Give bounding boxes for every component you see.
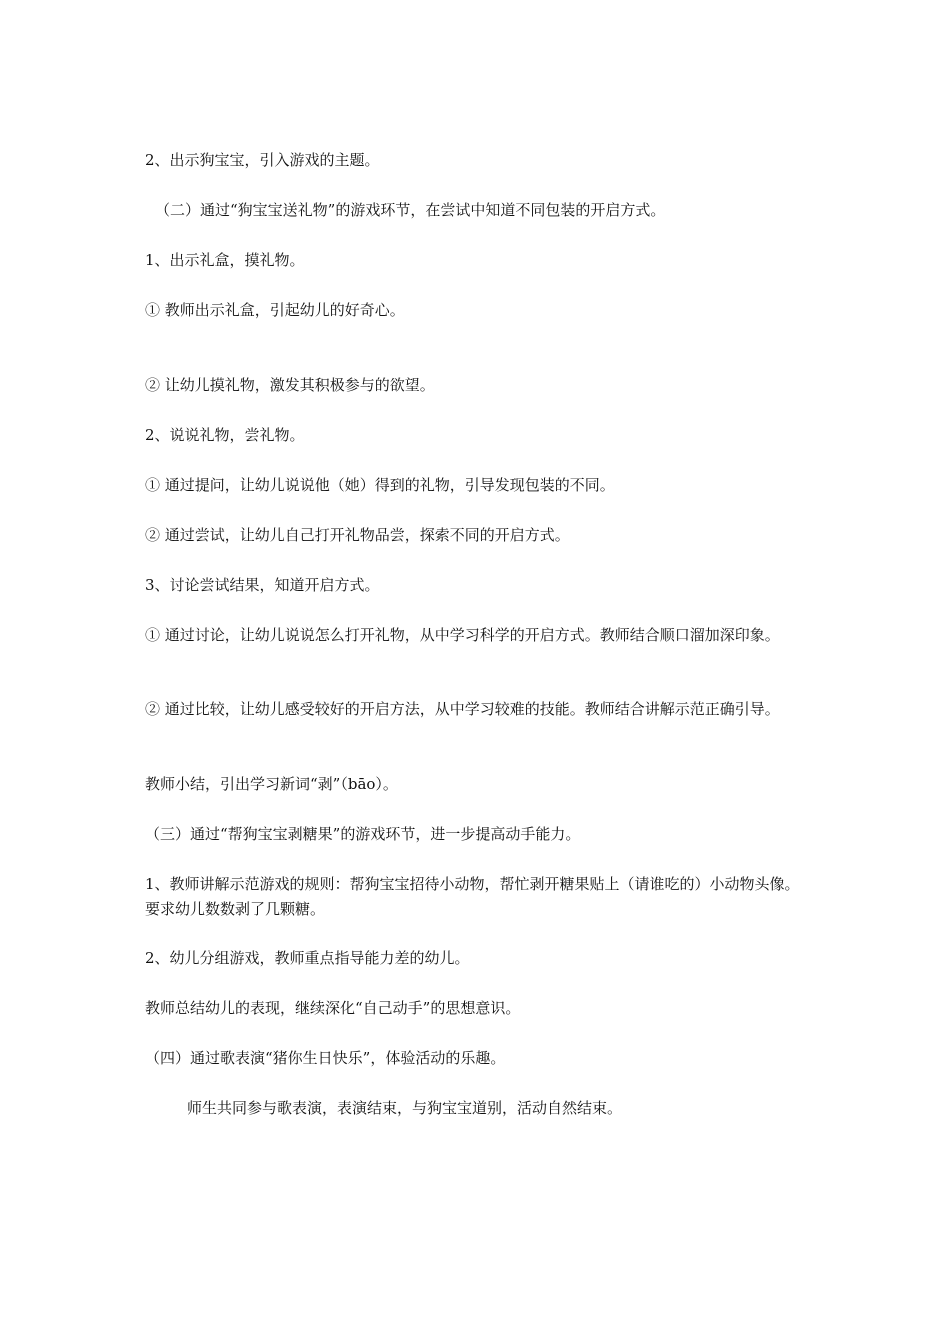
paragraph-item-2: ② 让幼儿摸礼物，激发其积极参与的欲望。	[145, 376, 435, 394]
paragraph-item-4: ② 通过尝试，让幼儿自己打开礼物品尝，探索不同的开启方式。	[145, 526, 570, 544]
paragraph-item-3: ① 通过提问，让幼儿说说他（她）得到的礼物，引导发现包装的不同。	[145, 476, 615, 494]
section-heading-2: （二）通过“狗宝宝送礼物”的游戏环节，在尝试中知道不同包装的开启方式。	[155, 201, 666, 219]
paragraph-closing: 师生共同参与歌表演，表演结束，与狗宝宝道别，活动自然结束。	[187, 1099, 623, 1117]
paragraph-step-3: 3、讨论尝试结果，知道开启方式。	[145, 576, 380, 594]
paragraph-summary-2: 教师总结幼儿的表现，继续深化“自己动手”的思想意识。	[145, 999, 521, 1017]
paragraph-step-1: 1、出示礼盒，摸礼物。	[145, 251, 305, 269]
paragraph-item-5: ① 通过讨论，让幼儿说说怎么打开礼物，从中学习科学的开启方式。教师结合顺口溜加深印象。	[145, 626, 780, 644]
paragraph-step-2b: 2、说说礼物，尝礼物。	[145, 426, 305, 444]
paragraph-summary-1: 教师小结，引出学习新词“剥”（bāo）。	[145, 775, 398, 793]
paragraph-item-6: ② 通过比较，让幼儿感受较好的开启方法，从中学习较难的技能。教师结合讲解示范正确引导。	[145, 700, 780, 718]
paragraph-step-2: 2、出示狗宝宝，引入游戏的主题。	[145, 151, 380, 169]
paragraph-step-1b: 1、教师讲解示范游戏的规则：帮狗宝宝招待小动物，帮忙剥开糖果贴上（请谁吃的）小动物头像。要求幼儿数数剥了几颗糖。	[145, 875, 800, 918]
paragraph-item-1: ① 教师出示礼盒，引起幼儿的好奇心。	[145, 301, 405, 319]
section-heading-3: （三）通过“帮狗宝宝剥糖果”的游戏环节，进一步提高动手能力。	[145, 825, 581, 843]
section-heading-4: （四）通过歌表演“猪你生日快乐”，体验活动的乐趣。	[145, 1049, 506, 1067]
paragraph-step-2c: 2、幼儿分组游戏，教师重点指导能力差的幼儿。	[145, 949, 470, 967]
